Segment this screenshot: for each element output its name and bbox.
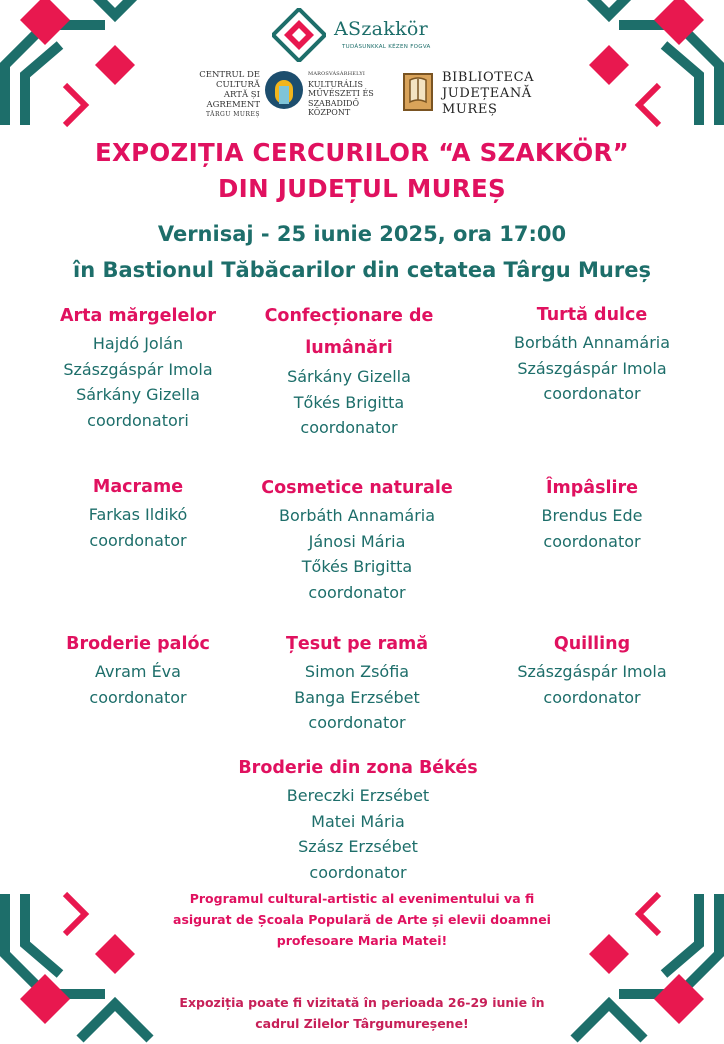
workshop-person: Tőkés Brigitta <box>301 557 413 576</box>
brand-tagline: TUDÁSUNKKAL KÉZEN FOGVA <box>342 44 431 50</box>
title-line-2: DIN JUDEȚUL MUREȘ <box>218 174 506 203</box>
workshop-role: coordonatori <box>87 410 189 430</box>
biblioteca-logo <box>442 70 552 118</box>
kozpont-line-5: KÖZPONT <box>308 108 351 117</box>
centrul-line-1: CENTRUL DE <box>199 70 260 80</box>
program-note: Programul cultural-artistic al evenimentului va fi asigurat de Școala Populară de Arte și elevii doamnei profesoare Maria Matei! <box>173 891 551 948</box>
workshop-person: Szászgáspár Imola <box>517 662 667 681</box>
workshop-broderie-paloc <box>18 630 258 710</box>
workshop-person: Jánosi Mária <box>308 531 406 551</box>
workshop-role: coordonator <box>89 530 187 550</box>
workshop-tesut <box>242 630 472 736</box>
workshop-person: Simon Zsófia <box>304 662 410 681</box>
workshop-person: Szász Erzsébet <box>298 837 418 856</box>
centrul-line-5: TÂRGU MUREȘ <box>206 111 260 118</box>
workshop-title: Broderie din zona Békés <box>238 758 478 778</box>
workshop-person: Matei Mária <box>311 811 405 831</box>
biblioteca-line-2: JUDEȚEANĂ <box>442 86 532 101</box>
workshop-person: Tőkés Brigitta <box>293 392 405 412</box>
workshop-broderie-bekes <box>200 754 516 885</box>
workshop-cosmetice <box>242 474 472 605</box>
partner-logos <box>198 66 548 126</box>
workshop-role: coordonator <box>309 862 407 882</box>
kozpont-line-2: KULTURÁLIS <box>308 79 363 89</box>
workshop-person: Hajdó Jolán <box>92 334 184 353</box>
workshop-person: Szászgáspár Imola <box>517 358 667 378</box>
workshop-person: Banga Erzsébet <box>294 687 420 707</box>
workshop-role: coordonator <box>543 687 641 707</box>
workshop-person: Borbáth Annamária <box>513 333 671 352</box>
workshop-turta-dulce <box>480 301 704 407</box>
workshop-title: Quilling <box>553 634 631 654</box>
aszakkor-emblem-icon <box>272 8 326 62</box>
corner-ornament-top-left <box>0 0 160 140</box>
kozpont-line-3: MŰVÉSZETI ÉS <box>308 89 374 98</box>
workshop-role: coordonator <box>89 687 187 707</box>
workshop-person: Sárkány Gizella <box>287 367 411 386</box>
workshop-title: Broderie palóc <box>66 634 210 654</box>
workshop-person: Borbáth Annamária <box>278 506 436 525</box>
workshop-lumanari <box>242 300 456 441</box>
kozpont-logo <box>308 70 376 118</box>
workshop-title: Cosmetice naturale <box>261 478 453 498</box>
library-book-icon <box>402 72 434 112</box>
title-line-1: EXPOZIȚIA CERCURILOR “A SZAKKÖR” <box>94 138 630 167</box>
workshop-title: Macrame <box>92 477 184 497</box>
workshop-title: Țesut pe ramă <box>285 634 429 654</box>
workshop-title: Arta mărgelelor <box>59 306 217 326</box>
kozpont-line-4: SZABADIDŐ <box>308 98 360 108</box>
biblioteca-line-1: BIBLIOTECA <box>442 70 535 85</box>
workshop-role: coordonator <box>543 384 641 403</box>
kozpont-arch-icon <box>264 68 304 114</box>
workshop-person: Sárkány Gizella <box>76 385 200 404</box>
workshop-role: coordonator <box>308 582 406 602</box>
centrul-line-3: ARTĂ ȘI <box>223 90 260 100</box>
kozpont-line-1: MAROSVÁSÁRHELYI <box>308 71 365 77</box>
centrul-cultura-logo <box>198 70 260 120</box>
workshop-macrame <box>18 473 258 553</box>
workshop-quilling <box>480 630 704 710</box>
workshop-role: coordonator <box>300 418 398 437</box>
workshop-person: Bereczki Erzsébet <box>286 786 430 805</box>
corner-ornament-bottom-left <box>0 879 160 1044</box>
workshop-arta-margelelor <box>18 302 258 433</box>
centrul-line-4: AGREMENT <box>206 100 260 110</box>
workshop-title: Împâslire <box>546 478 638 498</box>
workshop-person: Farkas Ildikó <box>88 505 188 524</box>
brand-name: ASzakkör <box>334 18 429 40</box>
corner-ornament-top-right <box>564 0 724 140</box>
workshop-person: Avram Éva <box>95 662 181 681</box>
workshop-person: Brendus Ede <box>541 506 643 525</box>
workshop-role: coordonator <box>543 531 641 551</box>
vernisaj-date: Vernisaj - 25 iunie 2025, ora 17:00 <box>157 222 567 246</box>
event-location: în Bastionul Tăbăcarilor din cetatea Târgu Mureș <box>73 258 651 282</box>
centrul-line-2: CULTURĂ <box>216 80 260 90</box>
corner-ornament-bottom-right <box>564 879 724 1044</box>
workshop-title: Confecționare de lumânări <box>264 306 434 358</box>
workshop-person: Szászgáspár Imola <box>63 359 213 379</box>
workshop-role: coordonator <box>308 713 406 732</box>
biblioteca-line-3: MUREȘ <box>442 102 498 117</box>
workshop-title: Turtă dulce <box>536 305 648 325</box>
aszakkor-logo <box>272 8 462 58</box>
visit-note: Expoziția poate fi vizitată în perioada 26-29 iunie în cadrul Zilelor Târgumureșene! <box>179 995 545 1031</box>
workshop-impaslire <box>480 474 704 554</box>
